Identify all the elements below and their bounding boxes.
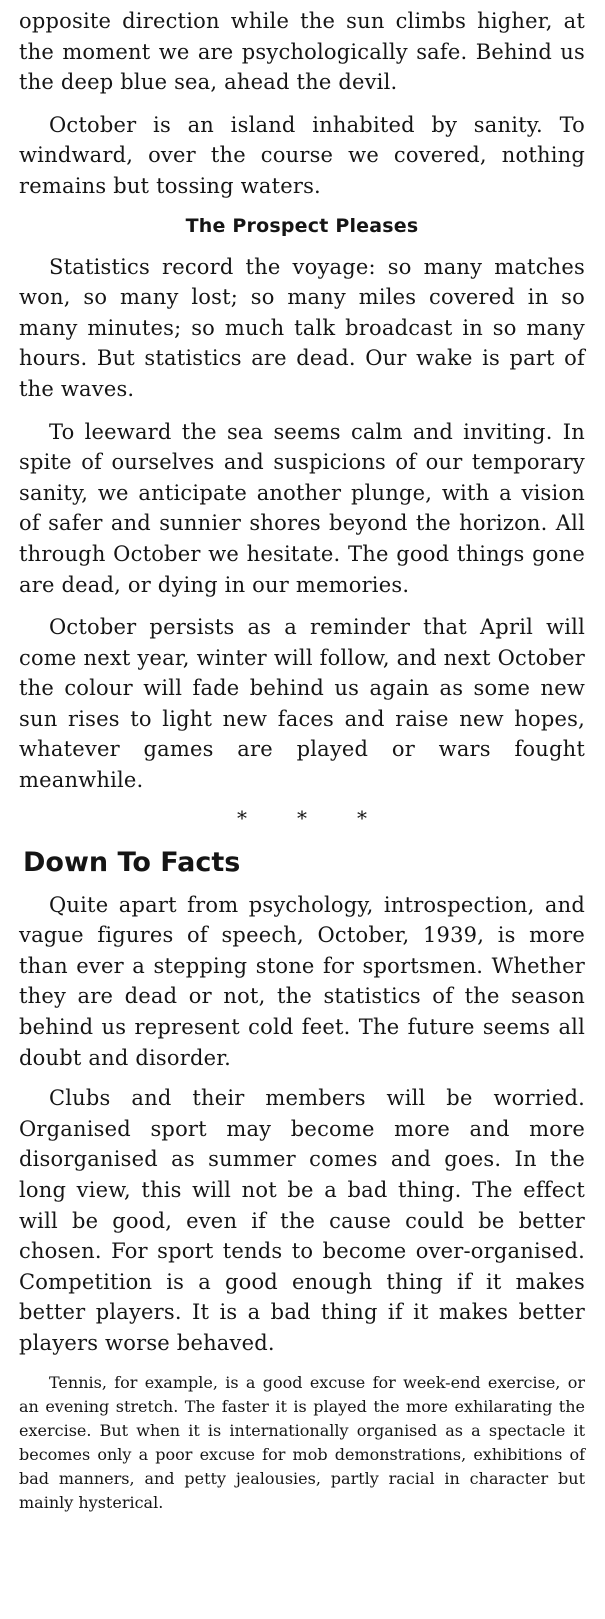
divider-asterisk: * bbox=[357, 805, 367, 830]
paragraph-continuation: opposite direction while the sun climbs higher, at the moment we are psychologically safe. Behind us the deep blue sea, ahead the devil. bbox=[19, 9, 585, 95]
article-page bbox=[19, 6, 585, 1515]
section-title-down-to-facts: Down To Facts bbox=[23, 846, 241, 878]
paragraph-leeward: To leeward the sea seems calm and inviting. In spite of ourselves and suspicions of our temporary sanity, we anticipate another plunge, with a vision of safer and sunnier shores beyond the horizon. All through October we hesitate. The good things gone are dead, or dying in our memories. bbox=[19, 419, 585, 597]
paragraph-tennis-small-print: Tennis, for example, is a good excuse for week-end exercise, or an evening stretch. The faster it is played the more exhilarating the exercise. But when it is internationally organised as a spectacle it becomes only a poor excuse for mob demonstrations, exhibitions of bad manners, and petty jealousies, partly racial in character but mainly hysterical. bbox=[19, 1372, 585, 1512]
paragraph-october-island: October is an island inhabited by sanity. To windward, over the course we covered, nothing remains but tossing waters. bbox=[19, 112, 585, 198]
paragraph-quite-apart: Quite apart from psychology, introspection, and vague figures of speech, October, 1939, is more than ever a stepping stone for sportsmen. Whether they are dead or not, the statistics of the season behind us represent cold feet. The future seems all doubt and disorder. bbox=[19, 892, 585, 1070]
paragraph-clubs: Clubs and their members will be worried. Organised sport may become more and more disorganised as summer comes and goes. In the long view, this will not be a bad thing. The effect will be good, even if the cause could be better chosen. For sport tends to become over-organised. Competition is a good enough thing if it makes better players. It is a bad thing if it makes better players worse behaved. bbox=[19, 1086, 585, 1355]
divider-asterisk: * bbox=[297, 805, 307, 830]
paragraph-statistics: Statistics record the voyage: so many matches won, so many lost; so many miles covered in so many minutes; so much talk broadcast in so many hours. But statistics are dead. Our wake is part of the waves. bbox=[19, 254, 585, 401]
paragraph-october-persists: October persists as a reminder that April will come next year, winter will follow, and next October the colour will fade behind us again as some new sun rises to light new faces and raise new hopes, whatever games are played or wars fought meanwhile. bbox=[19, 615, 585, 793]
divider-asterisk: * bbox=[237, 805, 247, 830]
section-divider bbox=[19, 805, 585, 830]
subheading-prospect-pleases: The Prospect Pleases bbox=[185, 214, 419, 237]
